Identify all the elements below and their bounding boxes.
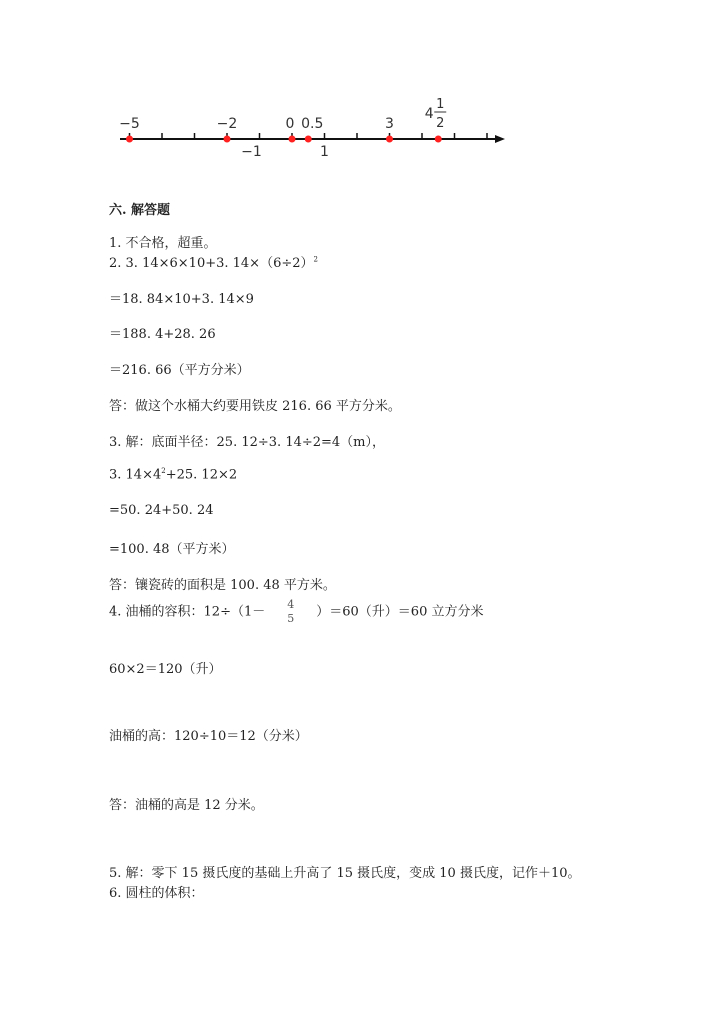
tick-label: −2 [216, 116, 238, 132]
arrow-head [495, 135, 505, 143]
fraction [287, 598, 294, 626]
tick-label: 0 [285, 116, 295, 132]
point-marker [224, 136, 231, 143]
tick-label: 1 [320, 144, 329, 160]
number-line [0, 0, 720, 170]
text: 3. 14×4 [109, 467, 162, 483]
tick-label: 3 [385, 116, 394, 132]
superscript: 2 [313, 255, 318, 264]
answer-line [109, 252, 318, 271]
tick-label: −5 [119, 116, 140, 132]
numerator: 4 [287, 598, 295, 611]
point-marker [305, 136, 312, 143]
point-marker [126, 136, 133, 143]
answer-line [109, 467, 237, 482]
answer-line: =100. 48（平方米） [109, 542, 235, 557]
answer-line: 5. 解：零下 15 摄氏度的基础上升高了 15 摄氏度，变成 10 摄氏度，记作＋10。 [109, 866, 581, 881]
mixed-number-denominator: 2 [436, 116, 445, 131]
answer-line: 油桶的高：120÷10＝12（分米） [109, 729, 308, 744]
text: ）＝60（升）＝60 立方分米 [316, 604, 484, 620]
text: +25. 12×2 [165, 467, 238, 483]
text: 4. 油桶的容积：12÷（1－ [109, 604, 266, 620]
answer-line: =50. 24+50. 24 [109, 503, 214, 518]
answer-line: ＝216. 66（平方分米） [109, 363, 250, 378]
answer-line: 答：镶瓷砖的面积是 100. 48 平方米。 [109, 578, 336, 593]
answer-line: 6. 圆柱的体积： [109, 886, 204, 901]
answer-line: 答：做这个水桶大约要用铁皮 216. 66 平方分米。 [109, 399, 401, 414]
denominator: 5 [287, 612, 295, 625]
superscript: 2 [161, 467, 166, 475]
answer-line: 1. 不合格，超重。 [109, 236, 217, 251]
section-heading: 六. 解答题 [109, 203, 171, 218]
answer-line: 答：油桶的高是 12 分米。 [109, 798, 264, 813]
answer-line: ＝188. 4+28. 26 [109, 327, 216, 342]
answer-line: 60×2＝120（升） [109, 662, 222, 677]
answer-line [109, 598, 483, 626]
point-marker [435, 136, 442, 143]
answer-line: ＝18. 84×10+3. 14×9 [109, 292, 254, 307]
point-marker [289, 136, 296, 143]
tick-label: −1 [241, 144, 262, 160]
tick-label: 0.5 [301, 116, 324, 132]
mixed-number-whole: 4 [424, 106, 434, 122]
point-marker [386, 136, 393, 143]
text: 2. 3. 14×6×10+3. 14×（6÷2） [109, 256, 314, 271]
mixed-number-numerator: 1 [436, 97, 445, 112]
answer-line: 3. 解：底面半径：25. 12÷3. 14÷2=4（m）， [109, 435, 386, 450]
